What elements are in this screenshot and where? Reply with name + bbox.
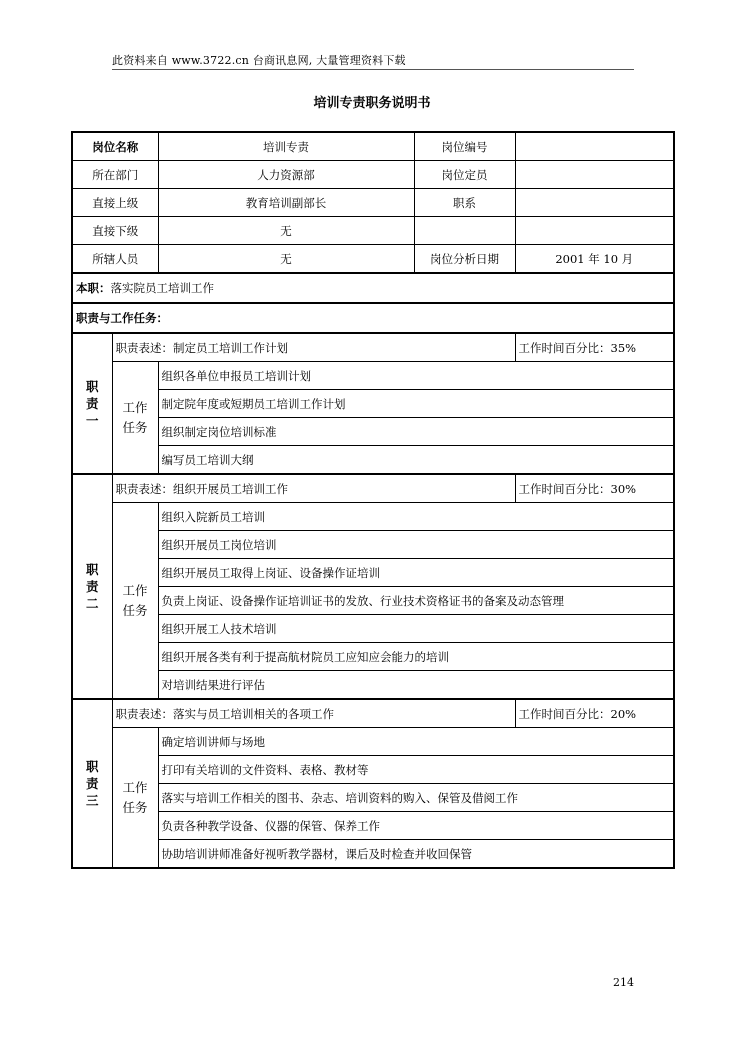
duty-1-task-2: 制定院年度或短期员工培训工作计划 bbox=[158, 390, 674, 418]
position-code-value bbox=[515, 132, 674, 161]
duty-2-statement-row bbox=[72, 474, 674, 503]
duty-2-task-4: 负责上岗证、设备操作证培训证书的发放、行业技术资格证书的备案及动态管理 bbox=[158, 587, 674, 615]
job-family-label: 职系 bbox=[414, 189, 515, 217]
duty-1-task-1: 组织各单位申报员工培训计划 bbox=[158, 362, 674, 390]
duty-3-task-row bbox=[72, 728, 674, 756]
duty-1-time-pct: 工作时间百分比：35% bbox=[515, 333, 674, 362]
duty-3-task-row bbox=[72, 840, 674, 869]
duty-2-task-row bbox=[72, 587, 674, 615]
duty-2-task-row bbox=[72, 559, 674, 587]
duties-heading-row bbox=[72, 303, 674, 333]
duty-2-task-3: 组织开展员工取得上岗证、设备操作证培训 bbox=[158, 559, 674, 587]
staff-value: 无 bbox=[158, 245, 414, 274]
duty-3-task-row bbox=[72, 784, 674, 812]
empty-cell bbox=[515, 217, 674, 245]
duty-1-label: 职 责 一 bbox=[72, 333, 112, 474]
staff-label: 所辖人员 bbox=[72, 245, 158, 274]
analysis-date-label: 岗位分析日期 bbox=[414, 245, 515, 274]
page-number: 214 bbox=[613, 976, 634, 989]
position-code-label: 岗位编号 bbox=[414, 132, 515, 161]
empty-cell bbox=[414, 217, 515, 245]
info-row-subordinate bbox=[72, 217, 674, 245]
core-text: 落实院员工培训工作 bbox=[110, 281, 214, 295]
header-divider bbox=[112, 69, 634, 70]
core-responsibility bbox=[72, 273, 674, 303]
dept-label: 所在部门 bbox=[72, 161, 158, 189]
duty-2-task-row bbox=[72, 531, 674, 559]
duty-2-task-row bbox=[72, 671, 674, 700]
duty-3-task-1: 确定培训讲师与场地 bbox=[158, 728, 674, 756]
duty-1-task-row bbox=[72, 362, 674, 390]
duty-3-time-pct: 工作时间百分比：20% bbox=[515, 699, 674, 728]
dept-value: 人力资源部 bbox=[158, 161, 414, 189]
duty-2-label: 职 责 二 bbox=[72, 474, 112, 699]
supervisor-label: 直接上级 bbox=[72, 189, 158, 217]
duty-2-task-1: 组织入院新员工培训 bbox=[158, 503, 674, 531]
duty-3-task-2: 打印有关培训的文件资料、表格、教材等 bbox=[158, 756, 674, 784]
duty-2-task-row bbox=[72, 503, 674, 531]
headcount-label: 岗位定员 bbox=[414, 161, 515, 189]
core-row bbox=[72, 273, 674, 303]
job-description-table bbox=[71, 131, 675, 869]
duty-3-statement: 职责表述：落实与员工培训相关的各项工作 bbox=[112, 699, 515, 728]
duty-1-task-row bbox=[72, 418, 674, 446]
duty-1-task-row bbox=[72, 446, 674, 475]
duty-2-task-2: 组织开展员工岗位培训 bbox=[158, 531, 674, 559]
duty-3-task-row bbox=[72, 812, 674, 840]
core-label: 本职： bbox=[76, 281, 111, 295]
info-row-dept bbox=[72, 161, 674, 189]
duty-2-task-row bbox=[72, 615, 674, 643]
supervisor-value: 教育培训副部长 bbox=[158, 189, 414, 217]
position-name-value: 培训专责 bbox=[158, 132, 414, 161]
duty-1-statement-row bbox=[72, 333, 674, 362]
document-title: 培训专责职务说明书 bbox=[313, 96, 431, 111]
duty-2-task-5: 组织开展工人技术培训 bbox=[158, 615, 674, 643]
page-header-source: 此资料来自 www.3722.cn 台商讯息网, 大量管理资料下载 bbox=[112, 54, 406, 67]
duty-1-task-4: 编写员工培训大纲 bbox=[158, 446, 674, 475]
duty-3-statement-row bbox=[72, 699, 674, 728]
duty-2-task-7: 对培训结果进行评估 bbox=[158, 671, 674, 700]
duty-3-work-label: 工作 任务 bbox=[112, 728, 158, 869]
duty-2-time-pct: 工作时间百分比：30% bbox=[515, 474, 674, 503]
headcount-value bbox=[515, 161, 674, 189]
duty-3-task-3: 落实与培训工作相关的图书、杂志、培训资料的购入、保管及借阅工作 bbox=[158, 784, 674, 812]
info-row-staff bbox=[72, 245, 674, 274]
duty-1-work-label: 工作 任务 bbox=[112, 362, 158, 475]
duty-3-task-4: 负责各种教学设备、仪器的保管、保养工作 bbox=[158, 812, 674, 840]
duty-2-task-6: 组织开展各类有利于提高航材院员工应知应会能力的培训 bbox=[158, 643, 674, 671]
info-row-position bbox=[72, 132, 674, 161]
position-name-label: 岗位名称 bbox=[72, 132, 158, 161]
job-family-value bbox=[515, 189, 674, 217]
duty-1-statement: 职责表述：制定员工培训工作计划 bbox=[112, 333, 515, 362]
duty-1-task-3: 组织制定岗位培训标准 bbox=[158, 418, 674, 446]
subordinate-label: 直接下级 bbox=[72, 217, 158, 245]
duty-3-label: 职 责 三 bbox=[72, 699, 112, 868]
subordinate-value: 无 bbox=[158, 217, 414, 245]
duty-2-task-row bbox=[72, 643, 674, 671]
duty-3-task-row bbox=[72, 756, 674, 784]
duty-3-task-5: 协助培训讲师准备好视听教学器材，课后及时检查并收回保管 bbox=[158, 840, 674, 869]
duty-2-statement: 职责表述：组织开展员工培训工作 bbox=[112, 474, 515, 503]
duty-1-task-row bbox=[72, 390, 674, 418]
duty-2-work-label: 工作 任务 bbox=[112, 503, 158, 700]
analysis-date-value: 2001 年 10 月 bbox=[515, 245, 674, 274]
duties-heading: 职责与工作任务： bbox=[72, 303, 674, 333]
info-row-supervisor bbox=[72, 189, 674, 217]
